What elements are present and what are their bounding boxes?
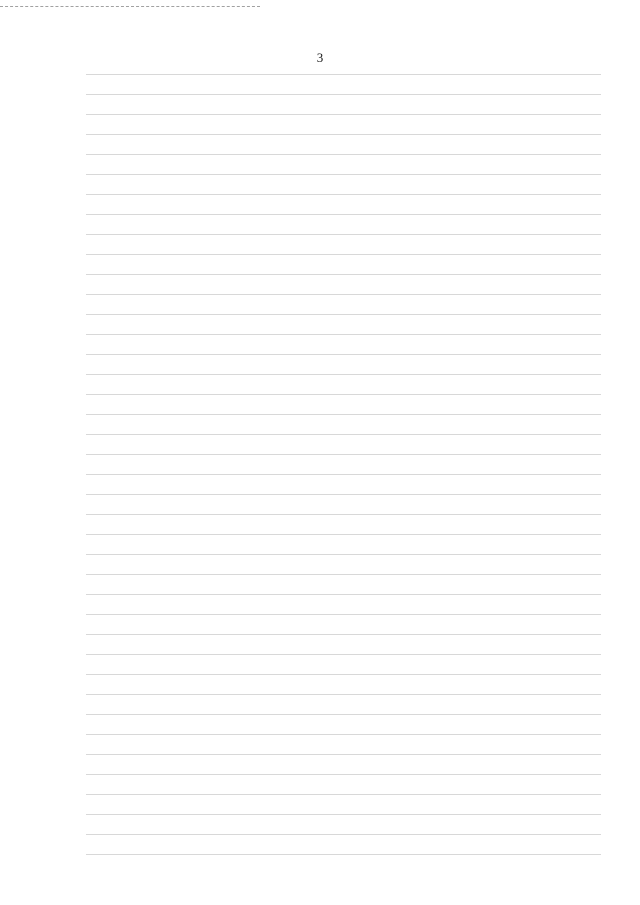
text-line: [86, 114, 601, 125]
text-line: [86, 634, 601, 645]
text-line: [86, 314, 601, 325]
text-line: [86, 674, 601, 685]
text-line: [86, 234, 601, 245]
text-line: [86, 94, 601, 105]
page-number: 3: [316, 50, 324, 65]
text-line: [86, 594, 601, 605]
text-line: [86, 294, 601, 305]
text-line: [86, 174, 601, 185]
text-line: [86, 434, 601, 445]
text-line: [86, 734, 601, 745]
text-line: [86, 74, 601, 85]
text-line: [86, 574, 601, 585]
text-line: [86, 654, 601, 665]
text-line: [86, 254, 601, 265]
text-line: [86, 414, 601, 425]
text-line: [86, 474, 601, 485]
text-line: [86, 754, 601, 765]
text-line: [86, 834, 601, 845]
text-line: [86, 374, 601, 385]
text-line: [86, 774, 601, 785]
text-line: [86, 814, 601, 825]
document-body: [86, 74, 601, 884]
text-line: [86, 614, 601, 625]
text-line: [86, 514, 601, 525]
text-line: [86, 794, 601, 805]
text-line: [86, 214, 601, 225]
text-line: [86, 854, 601, 865]
text-line: [86, 154, 601, 165]
text-line: [86, 714, 601, 725]
text-line: [86, 494, 601, 505]
text-line: [86, 134, 601, 145]
text-line: [86, 274, 601, 285]
text-line: [86, 694, 601, 705]
text-line: [86, 534, 601, 545]
text-line: [86, 354, 601, 365]
scan-edge-mark: [0, 6, 260, 9]
text-line: [86, 194, 601, 205]
text-line: [86, 454, 601, 465]
text-line: [86, 334, 601, 345]
text-line: [86, 394, 601, 405]
text-line: [86, 554, 601, 565]
